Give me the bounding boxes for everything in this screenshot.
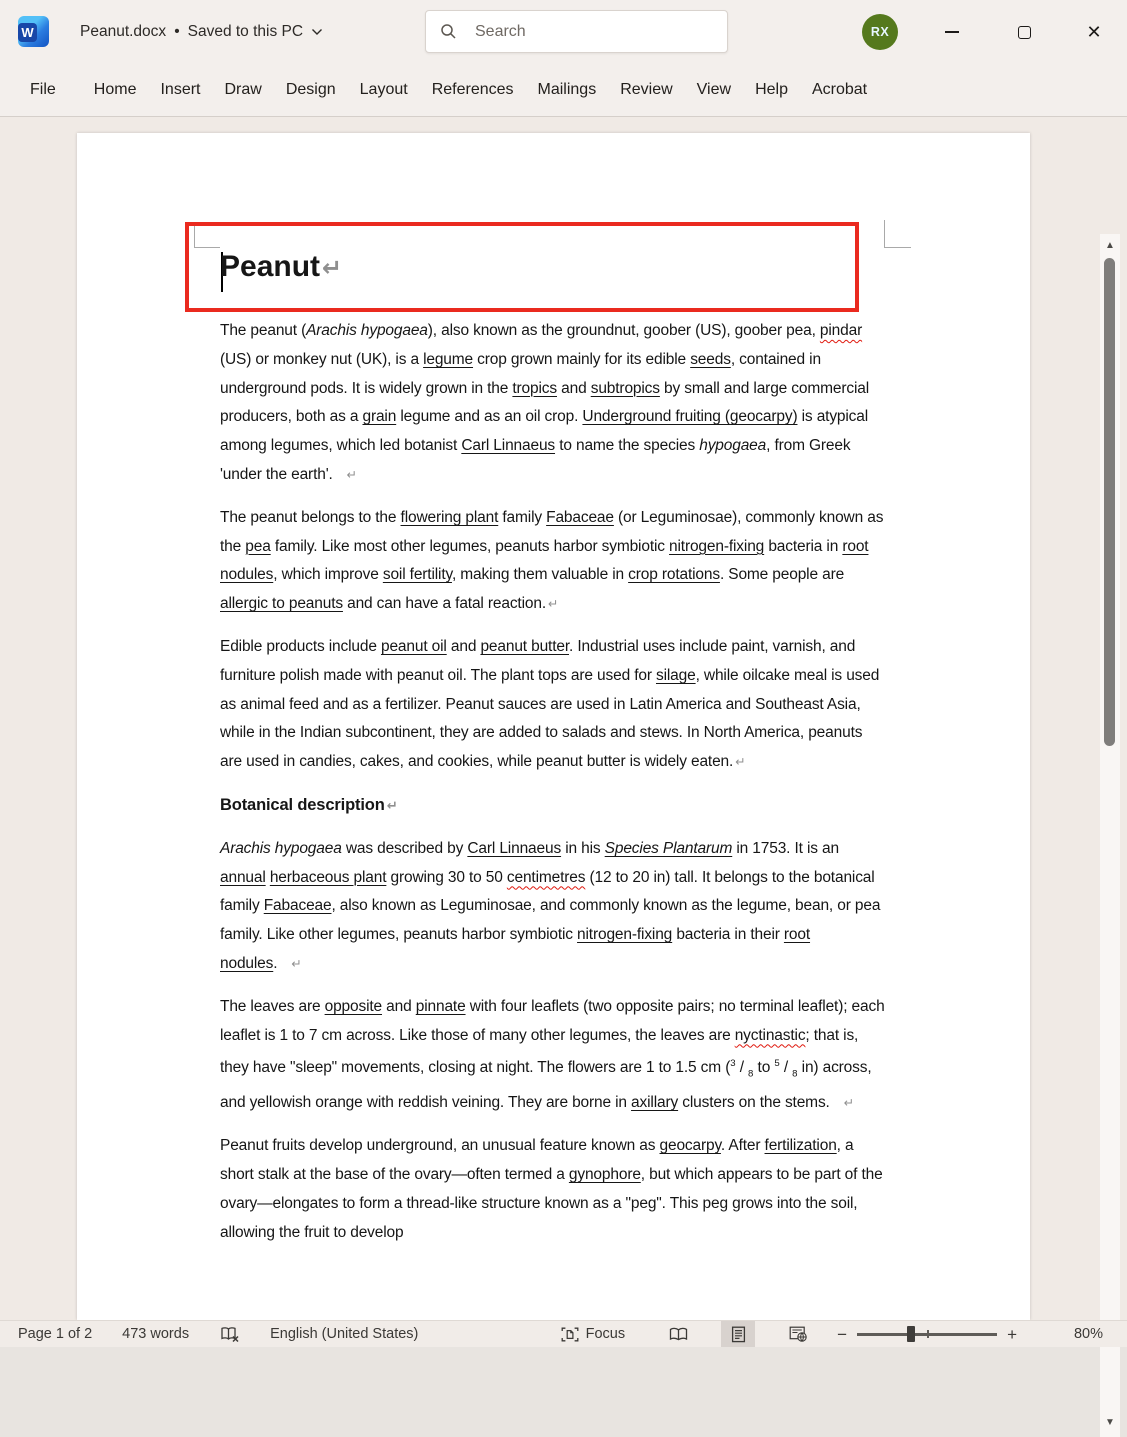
text-run: growing 30 to 50: [386, 868, 507, 886]
maximize-icon: [1018, 26, 1031, 39]
web-layout-button[interactable]: [781, 1321, 815, 1347]
text-run: , which improve: [273, 566, 383, 584]
zoom-out-button[interactable]: −: [837, 1324, 848, 1344]
link-text[interactable]: crop rotations: [628, 566, 720, 584]
link-text[interactable]: legume: [423, 350, 474, 368]
text-run: was described by: [341, 839, 468, 857]
scroll-down-arrow-icon[interactable]: ▼: [1105, 1417, 1115, 1428]
text-run: . Some people are: [719, 566, 845, 584]
text-run: clusters on the stems.: [678, 1094, 830, 1112]
text-run: The peanut belongs to the: [220, 508, 401, 526]
text-run: bacteria in: [764, 537, 843, 555]
link-text[interactable]: herbaceous plant: [269, 868, 387, 886]
tab-help[interactable]: Help: [755, 81, 788, 98]
link-text[interactable]: Fabaceae: [263, 897, 332, 915]
text-run: in his: [561, 839, 605, 857]
read-mode-button[interactable]: [661, 1321, 695, 1347]
doc-paragraph: [220, 633, 886, 777]
text-run: Arachis hypogaea: [220, 839, 342, 857]
zoom-slider[interactable]: [857, 1326, 997, 1342]
zoom-in-button[interactable]: +: [1007, 1324, 1017, 1344]
doc-paragraph: [220, 993, 886, 1118]
link-text[interactable]: allergic to peanuts: [220, 595, 343, 613]
text-run: , contained in underground pods. It is widely grown in the: [220, 350, 821, 397]
text-run: and: [557, 379, 591, 397]
text-run: with four leaflets (two opposite pairs; no terminal leaflet); each leaflet is 1 to 7 cm across. Like those of many other legumes, the leaves are: [220, 997, 885, 1044]
tab-file[interactable]: File: [30, 81, 56, 98]
text-run: centimetres: [506, 868, 586, 886]
link-text[interactable]: Underground fruiting (geocarpy): [582, 408, 798, 426]
maximize-button[interactable]: [1002, 10, 1046, 54]
link-text[interactable]: soil fertility: [382, 566, 452, 584]
search-input[interactable]: [473, 22, 713, 42]
web-layout-icon: [789, 1326, 808, 1342]
tab-review[interactable]: Review: [620, 81, 673, 98]
link-text[interactable]: seeds: [690, 350, 731, 368]
paragraph-mark: ↵: [547, 597, 559, 612]
text-run: by small and large commercial producers, both as a: [220, 379, 870, 426]
link-text[interactable]: flowering plant: [400, 508, 499, 526]
saved-status: Saved to this PC: [187, 23, 304, 40]
print-layout-icon: [731, 1326, 746, 1343]
text-run: The peanut (: [220, 322, 307, 339]
link-text[interactable]: nitrogen-fixing: [669, 537, 765, 555]
text-run: The leaves are: [220, 997, 325, 1015]
text-run: , a short stalk at the base of the ovary—often termed a: [220, 1137, 854, 1183]
text-run: pindar: [819, 322, 863, 339]
zoom-level[interactable]: 80%: [1073, 1326, 1103, 1342]
text-run: , from Greek 'under the earth'.: [220, 437, 851, 483]
link-text[interactable]: peanut oil: [380, 637, 447, 655]
text-run: bacteria in their: [672, 926, 784, 944]
zoom-slider-thumb[interactable]: [907, 1326, 915, 1342]
titlebar: [0, 0, 1127, 64]
document-title-group[interactable]: [80, 0, 323, 64]
text-run: Arachis hypogaea: [306, 322, 428, 339]
document-body[interactable]: [220, 245, 886, 1261]
paragraph-mark: ↵: [346, 467, 357, 482]
tab-layout[interactable]: Layout: [359, 81, 408, 98]
text-run: , while oilcake meal is used as animal feed and as a fertilizer. Peanut sauces are used in Latin America and Southeast Asia, while in the Indian subcontinent, they are added to salads and stews. In North America, peanuts are used in candies, cakes, and cookies, while peanut butter is widely eaten.: [220, 666, 880, 771]
link-text[interactable]: pinnate: [415, 997, 466, 1015]
text-run: ), also known as the groundnut, goober (US), goober pea,: [427, 322, 820, 339]
tab-draw[interactable]: Draw: [224, 81, 262, 98]
tab-insert[interactable]: Insert: [160, 81, 201, 98]
link-text[interactable]: peanut butter: [480, 637, 569, 655]
document-filename: Peanut.docx: [80, 23, 167, 40]
search-icon: [440, 23, 457, 40]
text-run: hypogaea: [699, 437, 767, 455]
close-button[interactable]: [1072, 10, 1116, 54]
tab-references[interactable]: References: [431, 81, 514, 98]
annotation-rectangle: [185, 222, 859, 312]
paragraph-mark: ↵: [735, 755, 746, 770]
paragraph-mark: ↵: [843, 1096, 854, 1111]
link-text[interactable]: root nodules: [220, 537, 869, 584]
link-text[interactable]: annual: [220, 868, 266, 886]
print-layout-button[interactable]: [721, 1321, 755, 1347]
vertical-scrollbar[interactable]: [1100, 234, 1120, 1437]
text-run: ; that is, they have "sleep" movements, closing at night. The flowers are 1 to 1.5 cm (: [220, 1026, 859, 1077]
text-run: , but which appears to be part of the ovary—elongates to form a thread-like structure known as a "peg". This peg grows into the soil, allowing the fruit to develop: [220, 1165, 883, 1241]
text-run: family: [498, 508, 547, 526]
text-run: 8: [792, 1068, 798, 1080]
focus-icon: [561, 1327, 579, 1342]
link-text[interactable]: geocarpy: [659, 1137, 721, 1155]
text-run: .: [273, 954, 278, 972]
text-run: legume and as an oil crop.: [396, 408, 583, 426]
tab-acrobat[interactable]: Acrobat: [811, 81, 868, 98]
link-text[interactable]: silage: [655, 666, 696, 684]
close-icon: ✕: [1086, 22, 1102, 42]
proofing-errors-icon[interactable]: [219, 1326, 240, 1343]
link-text[interactable]: gynophore: [568, 1165, 641, 1183]
word-logo-icon: W: [18, 16, 49, 47]
text-run: in) across, and yellowish orange with reddish veining. They are borne in: [220, 1059, 872, 1112]
text-run: , making them valuable in: [451, 566, 629, 584]
read-mode-icon: [669, 1327, 688, 1342]
text-run: in 1753. It is an: [732, 839, 839, 857]
text-run: nyctinastic: [734, 1026, 806, 1044]
paragraph-mark: ↵: [386, 797, 398, 813]
link-text[interactable]: pea: [245, 537, 271, 555]
text-run: (or Leguminosae), commonly known as the: [220, 508, 884, 555]
doc-paragraph: [220, 1132, 886, 1247]
margin-corner-mark: [884, 220, 911, 248]
link-text[interactable]: root nodules: [220, 926, 811, 972]
menu-tabs: [18, 64, 879, 116]
focus-mode-button[interactable]: Focus: [561, 1326, 626, 1342]
link-text[interactable]: nitrogen-fixing: [577, 926, 673, 944]
link-text[interactable]: grain: [362, 408, 397, 426]
text-run: (US) or monkey nut (UK), is a: [220, 350, 424, 368]
doc-heading: [220, 791, 886, 821]
minimize-icon: [945, 31, 959, 33]
avatar[interactable]: RX: [862, 14, 898, 50]
text-run: is atypical among legumes, which led botanist: [220, 408, 869, 455]
page-count[interactable]: Page 1 of 2: [18, 1326, 93, 1342]
text-run: Edible products include: [220, 637, 381, 655]
text-run: and: [382, 997, 416, 1015]
text-run: /: [779, 1059, 793, 1077]
text-run: 8: [748, 1068, 754, 1080]
tab-mailings[interactable]: Mailings: [537, 81, 597, 98]
language-selector[interactable]: English (United States): [270, 1326, 419, 1342]
doc-paragraph: [220, 835, 886, 979]
tab-design[interactable]: Design: [285, 81, 336, 98]
text-run: to: [753, 1059, 775, 1077]
doc-paragraph: [220, 317, 886, 490]
text-run: and can have a fatal reaction.: [342, 595, 546, 613]
text-run: Peanut fruits develop underground, an unusual feature known as: [220, 1137, 660, 1155]
text-run: Botanical description: [220, 795, 385, 814]
ribbon-tab-bar: [0, 64, 1127, 117]
link-text[interactable]: subtropics: [590, 379, 660, 397]
text-run: crop grown mainly for its edible: [473, 350, 691, 368]
paragraph-mark: ↵: [322, 255, 343, 282]
link-text[interactable]: tropics: [512, 379, 557, 397]
minimize-button[interactable]: [930, 10, 974, 54]
link-text[interactable]: Species Plantarum: [604, 839, 733, 857]
tab-home[interactable]: Home: [93, 81, 137, 98]
text-run: /: [735, 1059, 749, 1077]
text-run: (12 to 20 in) tall. It belongs to the botanical family: [220, 868, 875, 915]
word-count[interactable]: 473 words: [122, 1326, 190, 1342]
search-box[interactable]: [425, 10, 728, 53]
title-separator: •: [174, 23, 180, 40]
status-bar: [0, 1320, 1127, 1347]
paragraph-mark: ↵: [291, 956, 302, 971]
zoom-slider-center-tick: [927, 1330, 929, 1338]
tab-view[interactable]: View: [696, 81, 732, 98]
scroll-up-arrow-icon[interactable]: ▲: [1105, 240, 1115, 251]
text-run: 5: [774, 1058, 780, 1070]
chevron-down-icon: [311, 28, 323, 36]
link-text[interactable]: fertilization: [764, 1137, 837, 1155]
scrollbar-thumb[interactable]: [1104, 258, 1115, 746]
link-text[interactable]: Carl Linnaeus: [461, 437, 556, 455]
link-text[interactable]: opposite: [324, 997, 382, 1015]
doc-paragraph: [220, 504, 886, 619]
text-run: and: [446, 637, 481, 655]
text-run: to name the species: [555, 437, 700, 455]
link-text[interactable]: Carl Linnaeus: [467, 839, 562, 857]
link-text[interactable]: Fabaceae: [546, 508, 614, 526]
text-run: , also known as Leguminosae, and commonly known as the legume, bean, or pea family. Like other legumes, peanuts harbor symbiotic: [220, 897, 881, 944]
text-run: family. Like most other legumes, peanuts harbor symbiotic: [270, 537, 670, 555]
text-run: Peanut: [220, 250, 321, 283]
link-text[interactable]: axillary: [631, 1094, 679, 1112]
text-run: . Industrial uses include paint, varnish, and furniture polish made with peanut oil. The plant tops are used for: [220, 637, 856, 684]
text-run: . After: [720, 1137, 765, 1155]
text-run: 3: [730, 1058, 736, 1070]
